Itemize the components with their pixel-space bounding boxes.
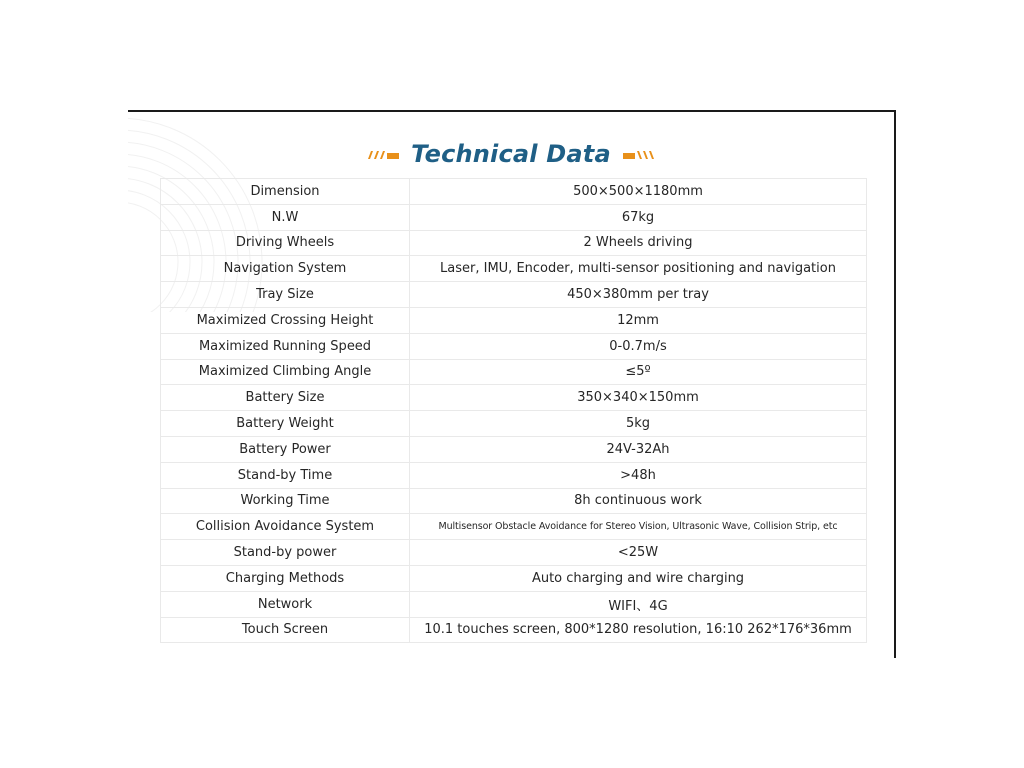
spec-label: Battery Power [161, 436, 410, 462]
spec-value: 450×380mm per tray [410, 282, 867, 308]
spec-label: Stand-by power [161, 540, 410, 566]
spec-value: 67kg [410, 204, 867, 230]
spec-value: 10.1 touches screen, 800*1280 resolution, 16:10 262*176*36mm [410, 617, 867, 643]
page-title: Technical Data [411, 140, 611, 168]
spec-label: Collision Avoidance System [161, 514, 410, 540]
spec-label: Dimension [161, 179, 410, 205]
table-row [161, 256, 867, 282]
stripes-left-icon [365, 147, 401, 161]
table-row [161, 204, 867, 230]
spec-label: Driving Wheels [161, 230, 410, 256]
spec-value: 24V-32Ah [410, 436, 867, 462]
table-row [161, 333, 867, 359]
spec-label: Maximized Climbing Angle [161, 359, 410, 385]
table-row [161, 179, 867, 205]
spec-table [160, 178, 867, 643]
table-row [161, 385, 867, 411]
spec-label: Network [161, 591, 410, 617]
spec-value: Auto charging and wire charging [410, 565, 867, 591]
spec-label: Working Time [161, 488, 410, 514]
table-row [161, 488, 867, 514]
table-row [161, 617, 867, 643]
table-row [161, 282, 867, 308]
spec-label: Charging Methods [161, 565, 410, 591]
table-row [161, 436, 867, 462]
title-row [128, 136, 894, 172]
spec-label: N.W [161, 204, 410, 230]
spec-value: 0-0.7m/s [410, 333, 867, 359]
table-row [161, 359, 867, 385]
spec-label: Tray Size [161, 282, 410, 308]
spec-value: 350×340×150mm [410, 385, 867, 411]
table-row [161, 307, 867, 333]
spec-label: Navigation System [161, 256, 410, 282]
table-row [161, 462, 867, 488]
spec-value: WIFI、4G [410, 591, 867, 617]
spec-value: >48h [410, 462, 867, 488]
table-row [161, 411, 867, 437]
table-row [161, 514, 867, 540]
spec-value: Laser, IMU, Encoder, multi-sensor positioning and navigation [410, 256, 867, 282]
table-row [161, 540, 867, 566]
spec-sheet [128, 110, 896, 658]
table-row [161, 230, 867, 256]
spec-value: <25W [410, 540, 867, 566]
spec-label: Battery Weight [161, 411, 410, 437]
spec-label: Maximized Running Speed [161, 333, 410, 359]
spec-label: Battery Size [161, 385, 410, 411]
spec-value: ≤5º [410, 359, 867, 385]
spec-value: 5kg [410, 411, 867, 437]
spec-value: 12mm [410, 307, 867, 333]
spec-label: Stand-by Time [161, 462, 410, 488]
spec-value: 8h continuous work [410, 488, 867, 514]
table-row [161, 591, 867, 617]
spec-label: Maximized Crossing Height [161, 307, 410, 333]
spec-label: Touch Screen [161, 617, 410, 643]
table-row [161, 565, 867, 591]
spec-value: 500×500×1180mm [410, 179, 867, 205]
spec-value: Multisensor Obstacle Avoidance for Stereo Vision, Ultrasonic Wave, Collision Strip, etc [410, 514, 867, 540]
spec-value: 2 Wheels driving [410, 230, 867, 256]
stripes-right-icon [621, 147, 657, 161]
